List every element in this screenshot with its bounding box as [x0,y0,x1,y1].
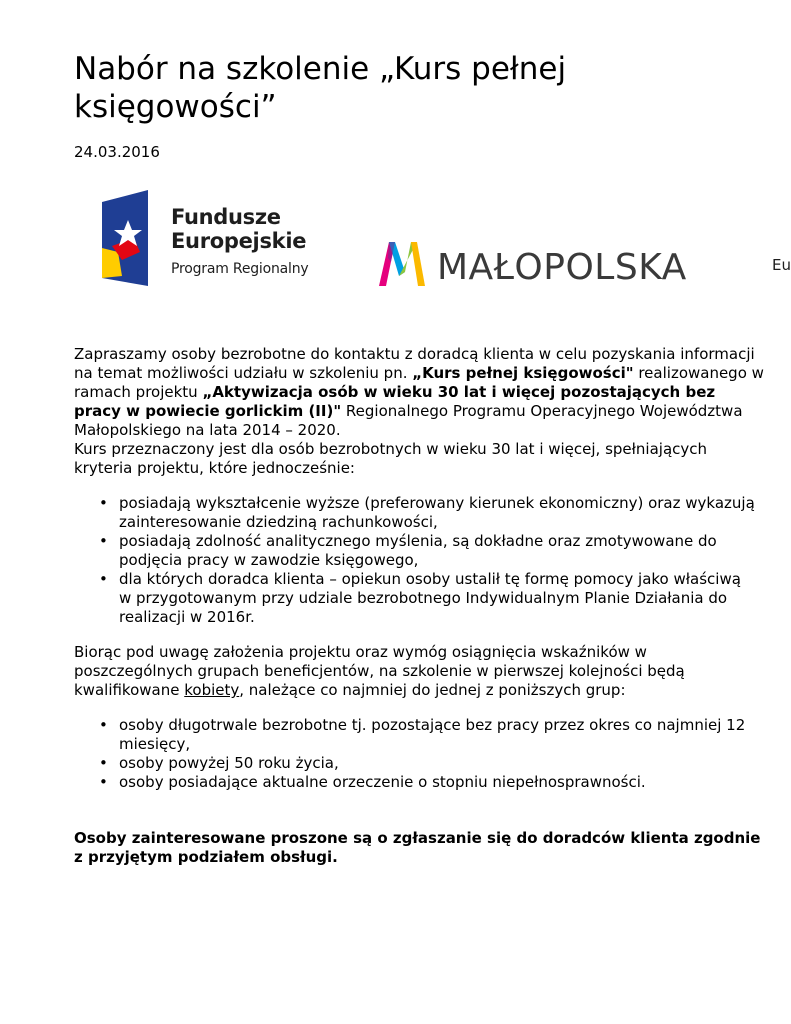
course-name: „Kurs pełnej księgowości" [412,364,634,382]
group-item: • osoby posiadające aktualne orzeczenie o stopniu niepełnosprawności. [119,773,764,792]
closing-paragraph: Osoby zainteresowane proszone są o zgłaszanie się do doradców klienta zgodnie z przyjętym podziałem obsługi. [74,829,761,866]
group-item: • osoby powyżej 50 roku życia, [119,754,764,773]
intro-text-1: Zapraszamy osoby bezrobotne do kontaktu z doradcą klienta w celu pozyskania informacji na temat możliwości udziału w szkoleniu pn. [74,345,755,382]
article-body [74,345,764,867]
intro-text-2: realizowanego w ramach projektu [74,364,764,401]
criteria-item: • posiadają zdolność analitycznego myślenia, są dokładne oraz zmotywowane do podjęcia pracy w zawodzie księgowego, [119,532,764,570]
priority-text-1: Biorąc pod uwagę założenia projektu oraz wymóg osiągnięcia wskaźników w poszczególnych grupach beneficjentów, na szkolenie w pierwszej kolejności będą kwalifikowane [74,643,685,699]
priority-text-2: , należące co najmniej do jednej z poniższych grup: [239,681,626,699]
project-name: „Aktywizacja osób w wieku 30 lat i więcej pozostających bez pracy w powiecie gorlickim (II)" [74,383,716,420]
publication-date: 24.03.2016 [74,143,160,161]
fe-line-2: Europejskie [171,229,307,253]
malopolska-m-icon [377,238,427,288]
criteria-item-continuation: w przygotowanym przy udziale bezrobotnego Indywidualnym Planie Działania do realizacji w 2016r. [119,589,728,626]
priority-underlined: kobiety [184,681,240,699]
eu-logo-partial: Eu [772,256,791,274]
criteria-list [74,494,764,627]
group-item: • osoby długotrwale bezrobotne tj. pozostające bez pracy przez okres co najmniej 12 miesięcy, [119,716,764,754]
intro-paragraph [74,345,764,478]
fundusze-europejskie-wordmark [171,205,308,278]
fe-line-3: Program Regionalny [171,261,309,277]
fe-line-1: Fundusze [171,205,281,229]
criteria-item: • posiadają wykształcenie wyższe (preferowany kierunek ekonomiczny) oraz wykazują zainteresowanie dziedziną rachunkowości, [119,494,764,532]
groups-list [74,716,764,792]
intro-text-3: Regionalnego Programu Operacyjnego Województwa Małopolskiego na lata 2014 – 2020. [74,402,743,439]
priority-paragraph [74,643,764,700]
logo-bar [0,180,791,300]
mp-stroke-4 [411,242,425,286]
criteria-item [119,570,764,627]
malopolska-wordmark: MAŁOPOLSKA [437,247,687,288]
criteria-item-text: dla których doradca klienta – opiekun osoby ustalił tę formę pomocy jako właściwą [119,570,741,588]
page-title: Nabór na szkolenie „Kurs pełnej księgowości” [74,51,567,125]
fundusze-europejskie-flag-icon [100,190,150,286]
intro-text-4: Kurs przeznaczony jest dla osób bezrobotnych w wieku 30 lat i więcej, spełniających kryteria projektu, które jednocześnie: [74,440,708,477]
